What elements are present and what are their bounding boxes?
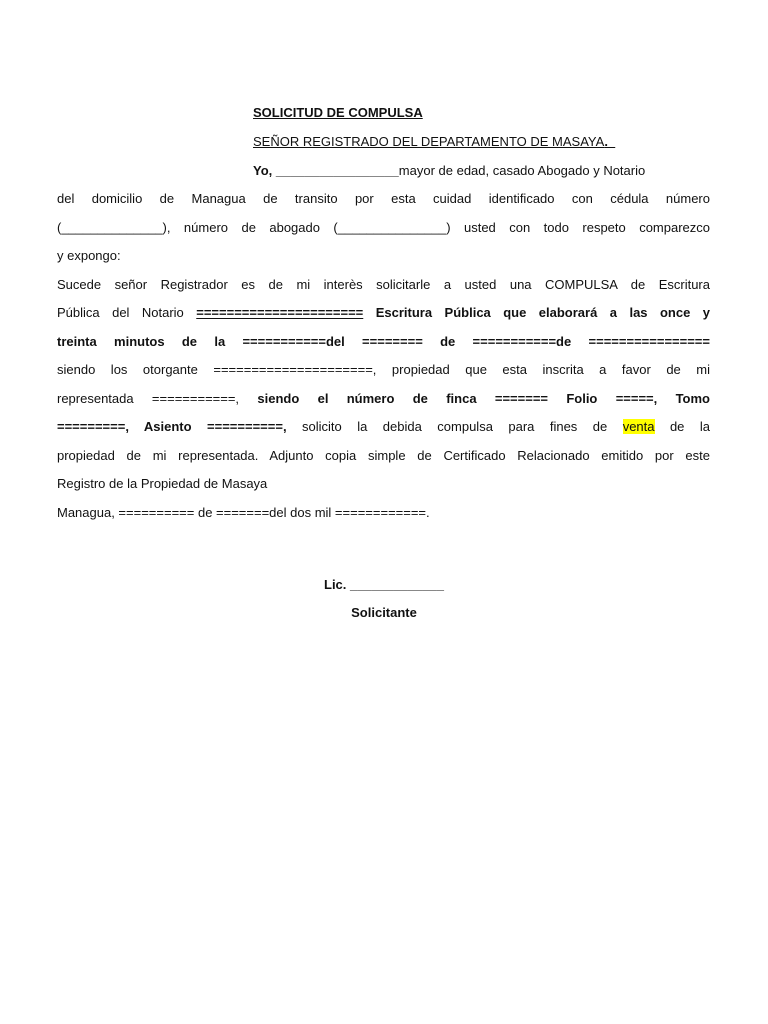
paragraph-line-6 [57, 305, 710, 321]
finca-clause: siendo el número de finca ======= Folio =====, Tomo [257, 391, 710, 406]
paragraph-line-9 [57, 391, 710, 407]
highlighted-word: venta [622, 419, 655, 434]
paragraph-line-10 [57, 419, 710, 435]
asiento-clause: =========, Asiento ==========, [57, 419, 287, 434]
signature-name: Lic. _____________ [324, 577, 444, 592]
signature-role: Solicitante [351, 605, 417, 620]
paragraph-line-4: y expongo: [57, 248, 121, 263]
paragraph-line-7: treinta minutos de la ===========del ======== de ===========de ================ [57, 334, 710, 349]
paragraph-line-8: siendo los otorgante =====================, propiedad que esta inscrita a favor de mi [57, 362, 710, 377]
paragraph-line-3: (______________), número de abogado (_______________) usted con todo respeto comparezco [57, 220, 710, 235]
addressee-suffix: ._ [604, 134, 616, 149]
yo-clause-rest: mayor de edad, casado Abogado y Notario [398, 163, 646, 178]
paragraph-line-12: Registro de la Propiedad de Masaya [57, 476, 268, 491]
addressee-line [253, 134, 615, 150]
compulsa-clause-end: de la [654, 419, 710, 434]
paragraph-line-5: Sucede señor Registrador es de mi interès solicitarle a usted una COMPULSA de Escritura [57, 277, 710, 292]
escritura-clause: Escritura Pública que elaborará a las once y [363, 305, 710, 320]
notary-name-blank: ====================== [196, 305, 364, 320]
compulsa-clause: solicito la debida compulsa para fines de [286, 419, 623, 434]
notary-label: Pública del Notario [57, 305, 197, 320]
document-title: SOLICITUD DE COMPULSA [253, 105, 423, 120]
paragraph-line-1 [253, 163, 710, 179]
representada-clause: representada ===========, [57, 391, 258, 406]
paragraph-line-2: del domicilio de Managua de transito por esta cuidad identificado con cédula número [57, 191, 710, 206]
yo-clause: Yo, _________________ [253, 163, 399, 178]
addressee-text: SEÑOR REGISTRADO DEL DEPARTAMENTO DE MASAYA [253, 134, 605, 149]
paragraph-line-11: propiedad de mi representada. Adjunto copia simple de Certificado Relacionado emitido por este [57, 448, 710, 463]
date-line: Managua, ========== de =======del dos mil ============. [57, 505, 430, 520]
